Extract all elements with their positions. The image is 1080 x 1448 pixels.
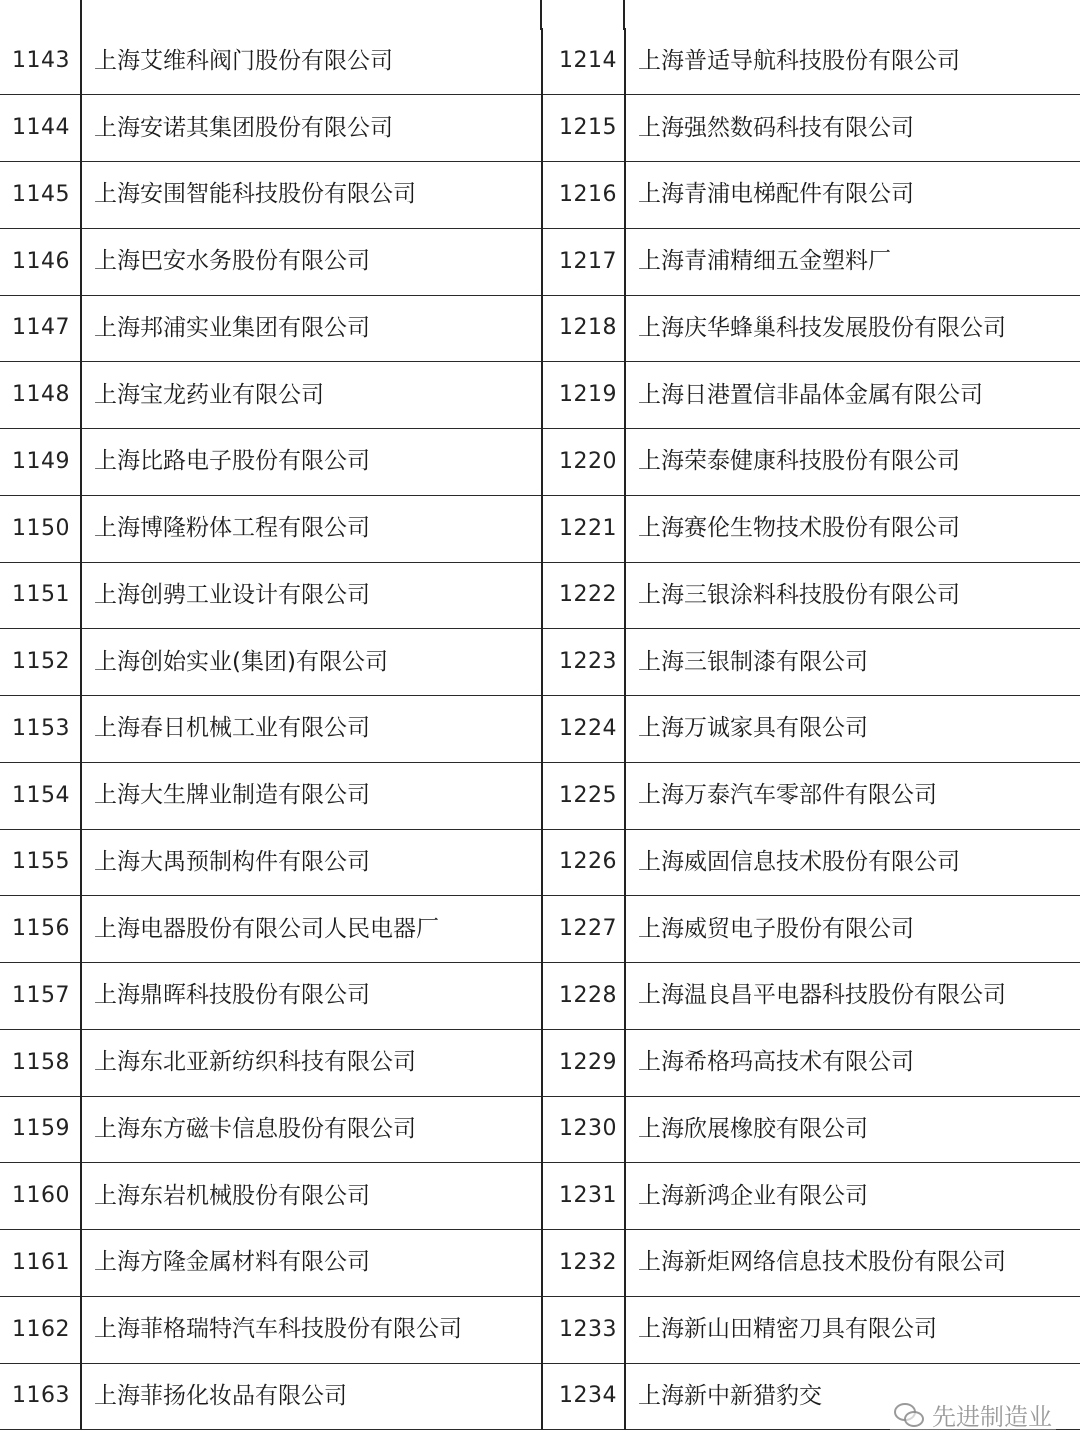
company-name-left: 上海巴安水务股份有限公司 xyxy=(81,228,542,295)
table-row xyxy=(0,95,1080,162)
table-row xyxy=(0,429,1080,496)
company-name-left: 上海电器股份有限公司人民电器厂 xyxy=(81,896,542,963)
row-number-right: 1233 xyxy=(542,1296,625,1363)
table-row xyxy=(0,295,1080,362)
row-number-left: 1146 xyxy=(0,228,81,295)
company-name-left: 上海创骋工业设计有限公司 xyxy=(81,562,542,629)
company-name-left: 上海大生牌业制造有限公司 xyxy=(81,762,542,829)
table-row xyxy=(0,362,1080,429)
company-name-right: 上海新鸿企业有限公司 xyxy=(625,1163,1080,1230)
table-row xyxy=(0,629,1080,696)
row-number-left: 1160 xyxy=(0,1163,81,1230)
company-name-left: 上海春日机械工业有限公司 xyxy=(81,696,542,763)
company-name-right: 上海威贸电子股份有限公司 xyxy=(625,896,1080,963)
row-number-left: 1159 xyxy=(0,1096,81,1163)
row-number-left: 1144 xyxy=(0,95,81,162)
table-row xyxy=(0,829,1080,896)
table-row xyxy=(0,28,1080,95)
company-name-left: 上海艾维科阀门股份有限公司 xyxy=(81,28,542,95)
row-number-left: 1149 xyxy=(0,429,81,496)
row-number-right: 1228 xyxy=(542,963,625,1030)
company-name-left: 上海菲扬化妆品有限公司 xyxy=(81,1363,542,1430)
row-number-right: 1229 xyxy=(542,1029,625,1096)
row-number-right: 1232 xyxy=(542,1230,625,1297)
table-row xyxy=(0,495,1080,562)
company-name-right: 上海欣展橡胶有限公司 xyxy=(625,1096,1080,1163)
row-number-right: 1215 xyxy=(542,95,625,162)
company-name-right: 上海万诚家具有限公司 xyxy=(625,696,1080,763)
column-divider xyxy=(540,0,542,30)
row-number-right: 1231 xyxy=(542,1163,625,1230)
column-divider xyxy=(80,0,82,30)
table-row xyxy=(0,228,1080,295)
table-row xyxy=(0,1230,1080,1297)
row-number-left: 1148 xyxy=(0,362,81,429)
row-number-left: 1151 xyxy=(0,562,81,629)
table-row xyxy=(0,1296,1080,1363)
company-list-body xyxy=(0,28,1080,1430)
company-name-right: 上海威固信息技术股份有限公司 xyxy=(625,829,1080,896)
row-number-right: 1230 xyxy=(542,1096,625,1163)
row-number-left: 1150 xyxy=(0,495,81,562)
row-number-right: 1219 xyxy=(542,362,625,429)
company-name-left: 上海博隆粉体工程有限公司 xyxy=(81,495,542,562)
company-name-left: 上海宝龙药业有限公司 xyxy=(81,362,542,429)
row-number-right: 1222 xyxy=(542,562,625,629)
company-name-left: 上海大禺预制构件有限公司 xyxy=(81,829,542,896)
row-number-right: 1220 xyxy=(542,429,625,496)
company-name-right: 上海三银制漆有限公司 xyxy=(625,629,1080,696)
table-row xyxy=(0,696,1080,763)
company-name-right: 上海希格玛高技术有限公司 xyxy=(625,1029,1080,1096)
row-number-left: 1153 xyxy=(0,696,81,763)
row-number-right: 1227 xyxy=(542,896,625,963)
company-name-right: 上海普适导航科技股份有限公司 xyxy=(625,28,1080,95)
table-row xyxy=(0,896,1080,963)
row-number-left: 1161 xyxy=(0,1230,81,1297)
table-row xyxy=(0,762,1080,829)
row-number-left: 1155 xyxy=(0,829,81,896)
company-name-left: 上海创始实业(集团)有限公司 xyxy=(81,629,542,696)
column-divider xyxy=(623,0,625,30)
table-row xyxy=(0,1163,1080,1230)
company-name-left: 上海安围智能科技股份有限公司 xyxy=(81,162,542,229)
row-number-left: 1145 xyxy=(0,162,81,229)
company-name-left: 上海东方磁卡信息股份有限公司 xyxy=(81,1096,542,1163)
company-name-right: 上海新中新猎豹交 xyxy=(625,1363,1080,1430)
company-list-table xyxy=(0,28,1080,1430)
row-number-left: 1158 xyxy=(0,1029,81,1096)
company-name-right: 上海赛伦生物技术股份有限公司 xyxy=(625,495,1080,562)
company-name-left: 上海方隆金属材料有限公司 xyxy=(81,1230,542,1297)
row-number-left: 1163 xyxy=(0,1363,81,1430)
company-name-right: 上海万泰汽车零部件有限公司 xyxy=(625,762,1080,829)
row-number-left: 1143 xyxy=(0,28,81,95)
company-name-right: 上海强然数码科技有限公司 xyxy=(625,95,1080,162)
company-name-right: 上海青浦电梯配件有限公司 xyxy=(625,162,1080,229)
company-name-right: 上海新山田精密刀具有限公司 xyxy=(625,1296,1080,1363)
row-number-right: 1216 xyxy=(542,162,625,229)
row-number-right: 1221 xyxy=(542,495,625,562)
row-number-left: 1152 xyxy=(0,629,81,696)
row-number-left: 1162 xyxy=(0,1296,81,1363)
wechat-watermark xyxy=(890,1395,1056,1434)
company-name-right: 上海庆华蜂巢科技发展股份有限公司 xyxy=(625,295,1080,362)
row-number-right: 1223 xyxy=(542,629,625,696)
row-number-right: 1214 xyxy=(542,28,625,95)
row-number-right: 1224 xyxy=(542,696,625,763)
row-number-right: 1234 xyxy=(542,1363,625,1430)
company-name-left: 上海邦浦实业集团有限公司 xyxy=(81,295,542,362)
row-number-left: 1147 xyxy=(0,295,81,362)
row-number-right: 1217 xyxy=(542,228,625,295)
company-name-right: 上海日港置信非晶体金属有限公司 xyxy=(625,362,1080,429)
company-name-left: 上海比路电子股份有限公司 xyxy=(81,429,542,496)
row-number-left: 1156 xyxy=(0,896,81,963)
row-number-right: 1226 xyxy=(542,829,625,896)
table-row xyxy=(0,1096,1080,1163)
company-name-left: 上海鼎晖科技股份有限公司 xyxy=(81,963,542,1030)
company-name-right: 上海新炬网络信息技术股份有限公司 xyxy=(625,1230,1080,1297)
row-number-left: 1154 xyxy=(0,762,81,829)
company-name-left: 上海东岩机械股份有限公司 xyxy=(81,1163,542,1230)
table-row xyxy=(0,562,1080,629)
table-row xyxy=(0,162,1080,229)
company-name-right: 上海荣泰健康科技股份有限公司 xyxy=(625,429,1080,496)
wechat-icon xyxy=(894,1403,924,1427)
row-number-right: 1218 xyxy=(542,295,625,362)
company-name-left: 上海安诺其集团股份有限公司 xyxy=(81,95,542,162)
company-name-right: 上海温良昌平电器科技股份有限公司 xyxy=(625,963,1080,1030)
company-name-right: 上海三银涂料科技股份有限公司 xyxy=(625,562,1080,629)
row-number-left: 1157 xyxy=(0,963,81,1030)
company-name-left: 上海菲格瑞特汽车科技股份有限公司 xyxy=(81,1296,542,1363)
table-row xyxy=(0,1029,1080,1096)
company-name-right: 上海青浦精细五金塑料厂 xyxy=(625,228,1080,295)
company-name-left: 上海东北亚新纺织科技有限公司 xyxy=(81,1029,542,1096)
row-number-right: 1225 xyxy=(542,762,625,829)
table-row xyxy=(0,963,1080,1030)
watermark-text: 先进制造业 xyxy=(932,1403,1052,1431)
